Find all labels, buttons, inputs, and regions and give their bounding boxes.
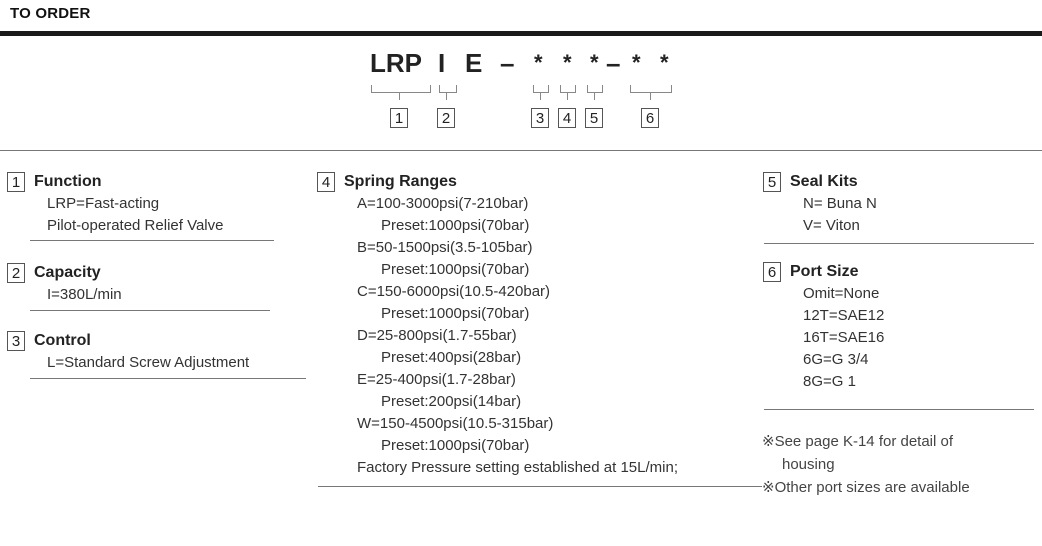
code-box-6: 6 — [641, 108, 659, 128]
port-line: 8G=G 1 — [803, 373, 856, 390]
bracket-2 — [439, 85, 457, 93]
page-title: TO ORDER — [10, 5, 91, 22]
capacity-line: I=380L/min — [47, 286, 122, 303]
title-rule — [0, 31, 1042, 36]
code-dash-1: – — [500, 48, 515, 78]
code-e: E — [465, 48, 483, 78]
section-title: Spring Ranges — [344, 173, 457, 190]
section-seal-kits — [763, 171, 1033, 237]
stem-2 — [446, 92, 447, 100]
code-lrp: LRP — [370, 48, 422, 78]
code-star-4: * — [563, 50, 572, 75]
code-box-5: 5 — [585, 108, 603, 128]
port-line: 12T=SAE12 — [803, 307, 885, 324]
function-line: Pilot-operated Relief Valve — [47, 217, 224, 234]
seal-line: V= Viton — [803, 217, 860, 234]
code-box-1: 1 — [390, 108, 408, 128]
section-number: 5 — [763, 172, 781, 192]
port-line: 16T=SAE16 — [803, 329, 885, 346]
code-star-3: * — [534, 50, 543, 75]
section-control — [7, 330, 317, 374]
bracket-6 — [630, 85, 672, 93]
spring-footnote: Factory Pressure setting established at 15L/min; — [357, 459, 678, 476]
stem-4 — [567, 92, 568, 100]
section-title: Capacity — [34, 264, 101, 281]
function-line: LRP=Fast-acting — [47, 195, 160, 212]
stem-3 — [540, 92, 541, 100]
code-box-3: 3 — [531, 108, 549, 128]
port-line: Omit=None — [803, 285, 880, 302]
section-title: Control — [34, 332, 91, 349]
bracket-1 — [371, 85, 431, 93]
note-line: ※Other port sizes are available — [762, 479, 970, 496]
spring-range-line: A=100-3000psi(7-210bar) — [357, 195, 529, 212]
code-i: I — [438, 48, 446, 78]
spring-range-line: D=25-800psi(1.7-55bar) — [357, 327, 517, 344]
bracket-5 — [587, 85, 603, 93]
section-port-size — [763, 261, 1033, 393]
code-box-2: 2 — [437, 108, 455, 128]
section-capacity — [7, 262, 307, 306]
control-line: L=Standard Screw Adjustment — [47, 354, 250, 371]
port-rule — [764, 409, 1034, 410]
section-separator — [0, 150, 1042, 151]
spring-range-line: C=150-6000psi(10.5-420bar) — [357, 283, 551, 300]
code-star-6b: * — [660, 50, 669, 75]
section-number: 6 — [763, 262, 781, 282]
section-title: Seal Kits — [790, 173, 858, 190]
spring-preset-line: Preset:1000psi(70bar) — [381, 305, 530, 322]
section-number: 1 — [7, 172, 25, 192]
spring-rule — [318, 486, 762, 487]
bracket-4 — [560, 85, 576, 93]
notes — [762, 430, 1040, 499]
code-box-4: 4 — [558, 108, 576, 128]
section-number: 2 — [7, 263, 25, 283]
port-line: 6G=G 3/4 — [803, 351, 869, 368]
note-line: ※See page K-14 for detail of — [762, 433, 954, 450]
stem-1 — [399, 92, 400, 100]
capacity-rule — [30, 310, 270, 311]
section-number: 3 — [7, 331, 25, 351]
control-rule — [30, 378, 306, 379]
section-title: Function — [34, 173, 102, 190]
code-dash-2: – — [606, 48, 621, 78]
section-spring-ranges — [317, 171, 777, 479]
code-star-5: * — [590, 50, 599, 75]
note-line: housing — [782, 456, 835, 473]
spring-preset-line: Preset:400psi(28bar) — [381, 349, 522, 366]
spring-preset-line: Preset:200psi(14bar) — [381, 393, 522, 410]
spring-preset-line: Preset:1000psi(70bar) — [381, 437, 530, 454]
spring-preset-line: Preset:1000psi(70bar) — [381, 261, 530, 278]
spring-range-line: B=50-1500psi(3.5-105bar) — [357, 239, 533, 256]
bracket-3 — [533, 85, 549, 93]
stem-6 — [650, 92, 651, 100]
section-number: 4 — [317, 172, 335, 192]
seal-rule — [764, 243, 1034, 244]
function-rule — [30, 240, 274, 241]
spring-preset-line: Preset:1000psi(70bar) — [381, 217, 530, 234]
spring-range-line: E=25-400psi(1.7-28bar) — [357, 371, 516, 388]
seal-line: N= Buna N — [803, 195, 877, 212]
spring-range-line: W=150-4500psi(10.5-315bar) — [357, 415, 554, 432]
code-star-6a: * — [632, 50, 641, 75]
section-title: Port Size — [790, 263, 859, 280]
stem-5 — [594, 92, 595, 100]
section-function — [7, 171, 307, 237]
